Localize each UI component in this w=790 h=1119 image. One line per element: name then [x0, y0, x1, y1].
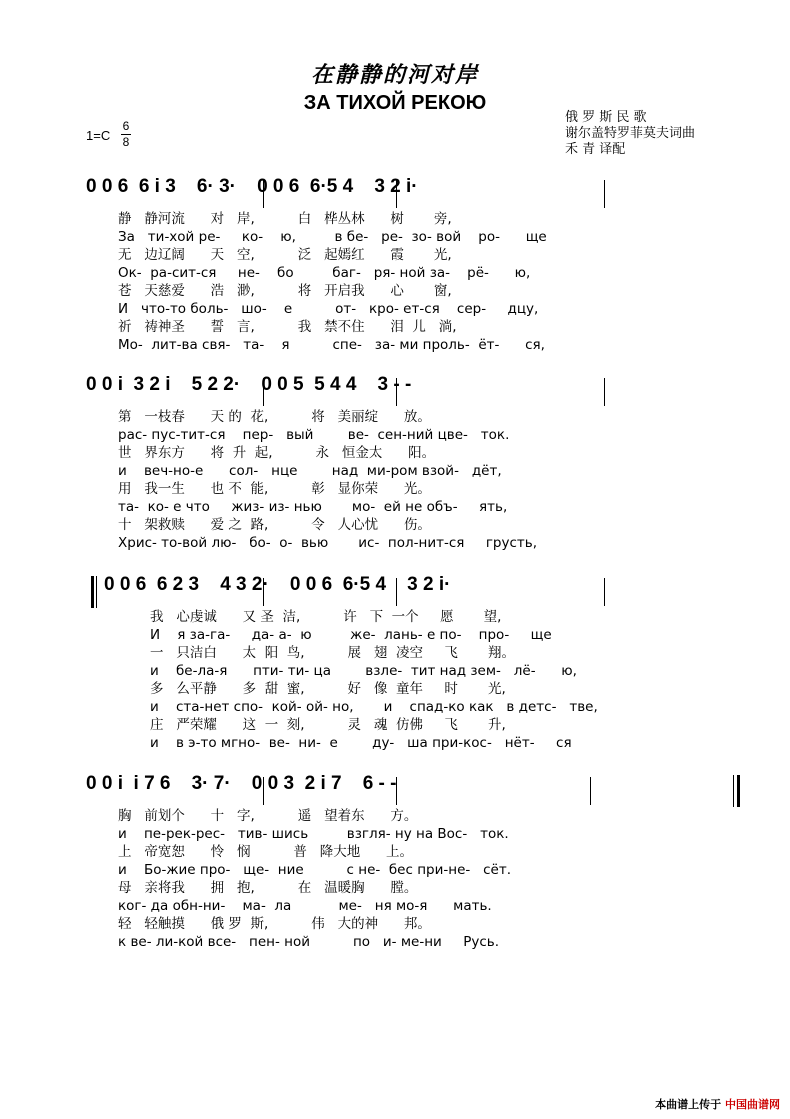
lyric-line: И что-то боль- шо- е от- кро- ет-ся сер- дцу, — [118, 301, 539, 317]
lyric-line: 胸 前划个 十 字, 遥 望着东 方。 — [118, 808, 418, 824]
lyric-line: И я за-га- да- а- ю же- лань- е по- про- ще — [150, 627, 552, 643]
credit-origin: 俄 罗 斯 民 歌 — [565, 110, 647, 125]
barline — [604, 578, 605, 606]
lyric-line: и пе-рек-рес- тив- шись взгля- ну на Вос- ток. — [118, 826, 509, 842]
barline — [604, 180, 605, 208]
repeat-start-barline — [91, 576, 94, 608]
repeat-end-barline — [733, 775, 734, 807]
lyric-line: 一 只洁白 太 阳 鸟, 展 翅 凌空 飞 翔。 — [150, 645, 515, 661]
lyric-line: 无 边辽阔 天 空, 泛 起嫣红 霞 光, — [118, 247, 452, 263]
lyric-line: и в э-то мгно- ве- ни- е ду- ша при-кос- нёт- ся — [150, 735, 572, 751]
lyric-line: и Бо-жие про- ще- ние с не- бес при-не- сёт. — [118, 862, 512, 878]
notation-line: 0 0 6 6 i 3 6· 3· 0 0 6 6·5 4 3 2 i· — [86, 176, 418, 197]
lyric-line: За ти-хой ре- ко- ю, в бе- ре- зо- вой ро- ще — [118, 229, 547, 245]
lyric-line: и ста-нет спо- кой- ой- но, и спад-ко как в детс- тве, — [150, 699, 598, 715]
notation-line: 0 0 i 3 2 i 5 2 2· 0 0 5 5 4 4 3 - - — [86, 374, 412, 395]
repeat-end-barline — [737, 775, 740, 807]
lyric-line: ког- да обн-ни- ма- ла ме- ня мо-я мать. — [118, 898, 492, 914]
lyric-line: 苍 天慈爱 浩 渺, 将 开启我 心 窗, — [118, 283, 452, 299]
barline — [590, 777, 591, 805]
barline — [604, 378, 605, 406]
lyric-line: Хрис- то-вой лю- бо- о- вью ис- пол-нит-ся грусть, — [118, 535, 538, 551]
song-title-russian: ЗА ТИХОЙ РЕКОЮ — [303, 92, 487, 114]
notation-line: 0 0 i i 7 6 3· 7· 0 0 3 2 i 7 6 - - — [86, 773, 397, 794]
lyric-line: 第 一枝春 天 的 花, 将 美丽绽 放。 — [118, 409, 431, 425]
lyric-line: 上 帝宽恕 怜 悯 普 降大地 上。 — [118, 844, 414, 860]
song-title-chinese: 在静静的河对岸 — [310, 62, 479, 88]
time-signature-bottom: 8 — [122, 135, 130, 149]
repeat-start-barline — [96, 576, 97, 608]
credit-translator: 禾 青 译配 — [565, 142, 626, 157]
lyric-line: 静 静河流 对 岸, 白 桦丛林 树 旁, — [118, 211, 452, 227]
lyric-line: Мо- лит-ва свя- та- я спе- за- ми проль- ёт- ся, — [118, 337, 545, 353]
lyric-line: 庄 严荣耀 这 一 刻, 灵 魂 仿佛 飞 升, — [150, 717, 506, 733]
notation-line: 0 0 6 6 2 3 4 3 2· 0 0 6 6·5 4 3 2 i· — [104, 574, 451, 595]
credit-author: 谢尔盖特罗菲莫夫词曲 — [565, 126, 696, 141]
footer-credit — [655, 1096, 780, 1112]
lyric-line: 轻 轻触摸 俄 罗 斯, 伟 大的神 邦。 — [118, 916, 431, 932]
lyric-line: и бе-ла-я пти- ти- ца взле- тит над зем- лё- ю, — [150, 663, 577, 679]
lyric-line: 用 我一生 也 不 能, 彰 显你荣 光。 — [118, 481, 431, 497]
lyric-line: 祈 祷神圣 誓 言, 我 禁不住 泪 儿 淌, — [118, 319, 457, 335]
credits-block — [565, 110, 695, 158]
lyric-line: 多 么平静 多 甜 蜜, 好 像 童年 时 光, — [150, 681, 506, 697]
lyric-line: рас- пус-тит-ся пер- вый ве- сен-ний цве- ток. — [118, 427, 510, 443]
lyric-line: Ок- ра-сит-ся не- бо баг- ря- ной за- рё- ю, — [118, 265, 531, 281]
lyric-line: 十 架救赎 爱 之 路, 令 人心忧 伤。 — [118, 517, 431, 533]
lyric-line: 世 界东方 将 升 起, 永 恒金太 阳。 — [118, 445, 436, 461]
lyric-line: 母 亲将我 拥 抱, 在 温暖胸 膛。 — [118, 880, 418, 896]
lyric-line: к ве- ли-кой все- пен- ной по и- ме-ни Русь. — [118, 934, 500, 950]
time-signature-top: 6 — [122, 119, 130, 133]
lyric-line: 我 心虔诚 又 圣 洁, 许 下 一个 愿 望, — [150, 609, 502, 625]
time-signature — [121, 120, 131, 149]
site-logo: 中国曲谱网 — [725, 1098, 780, 1111]
lyric-line: и веч-но-е сол- нце над ми-ром взой- дёт, — [118, 463, 502, 479]
lyric-line: та- ко- е что жиз- из- нью мо- ей не объ- ять, — [118, 499, 508, 515]
key-signature: 1=C — [86, 128, 111, 143]
footer-text: 本曲谱上传于 — [655, 1098, 722, 1111]
